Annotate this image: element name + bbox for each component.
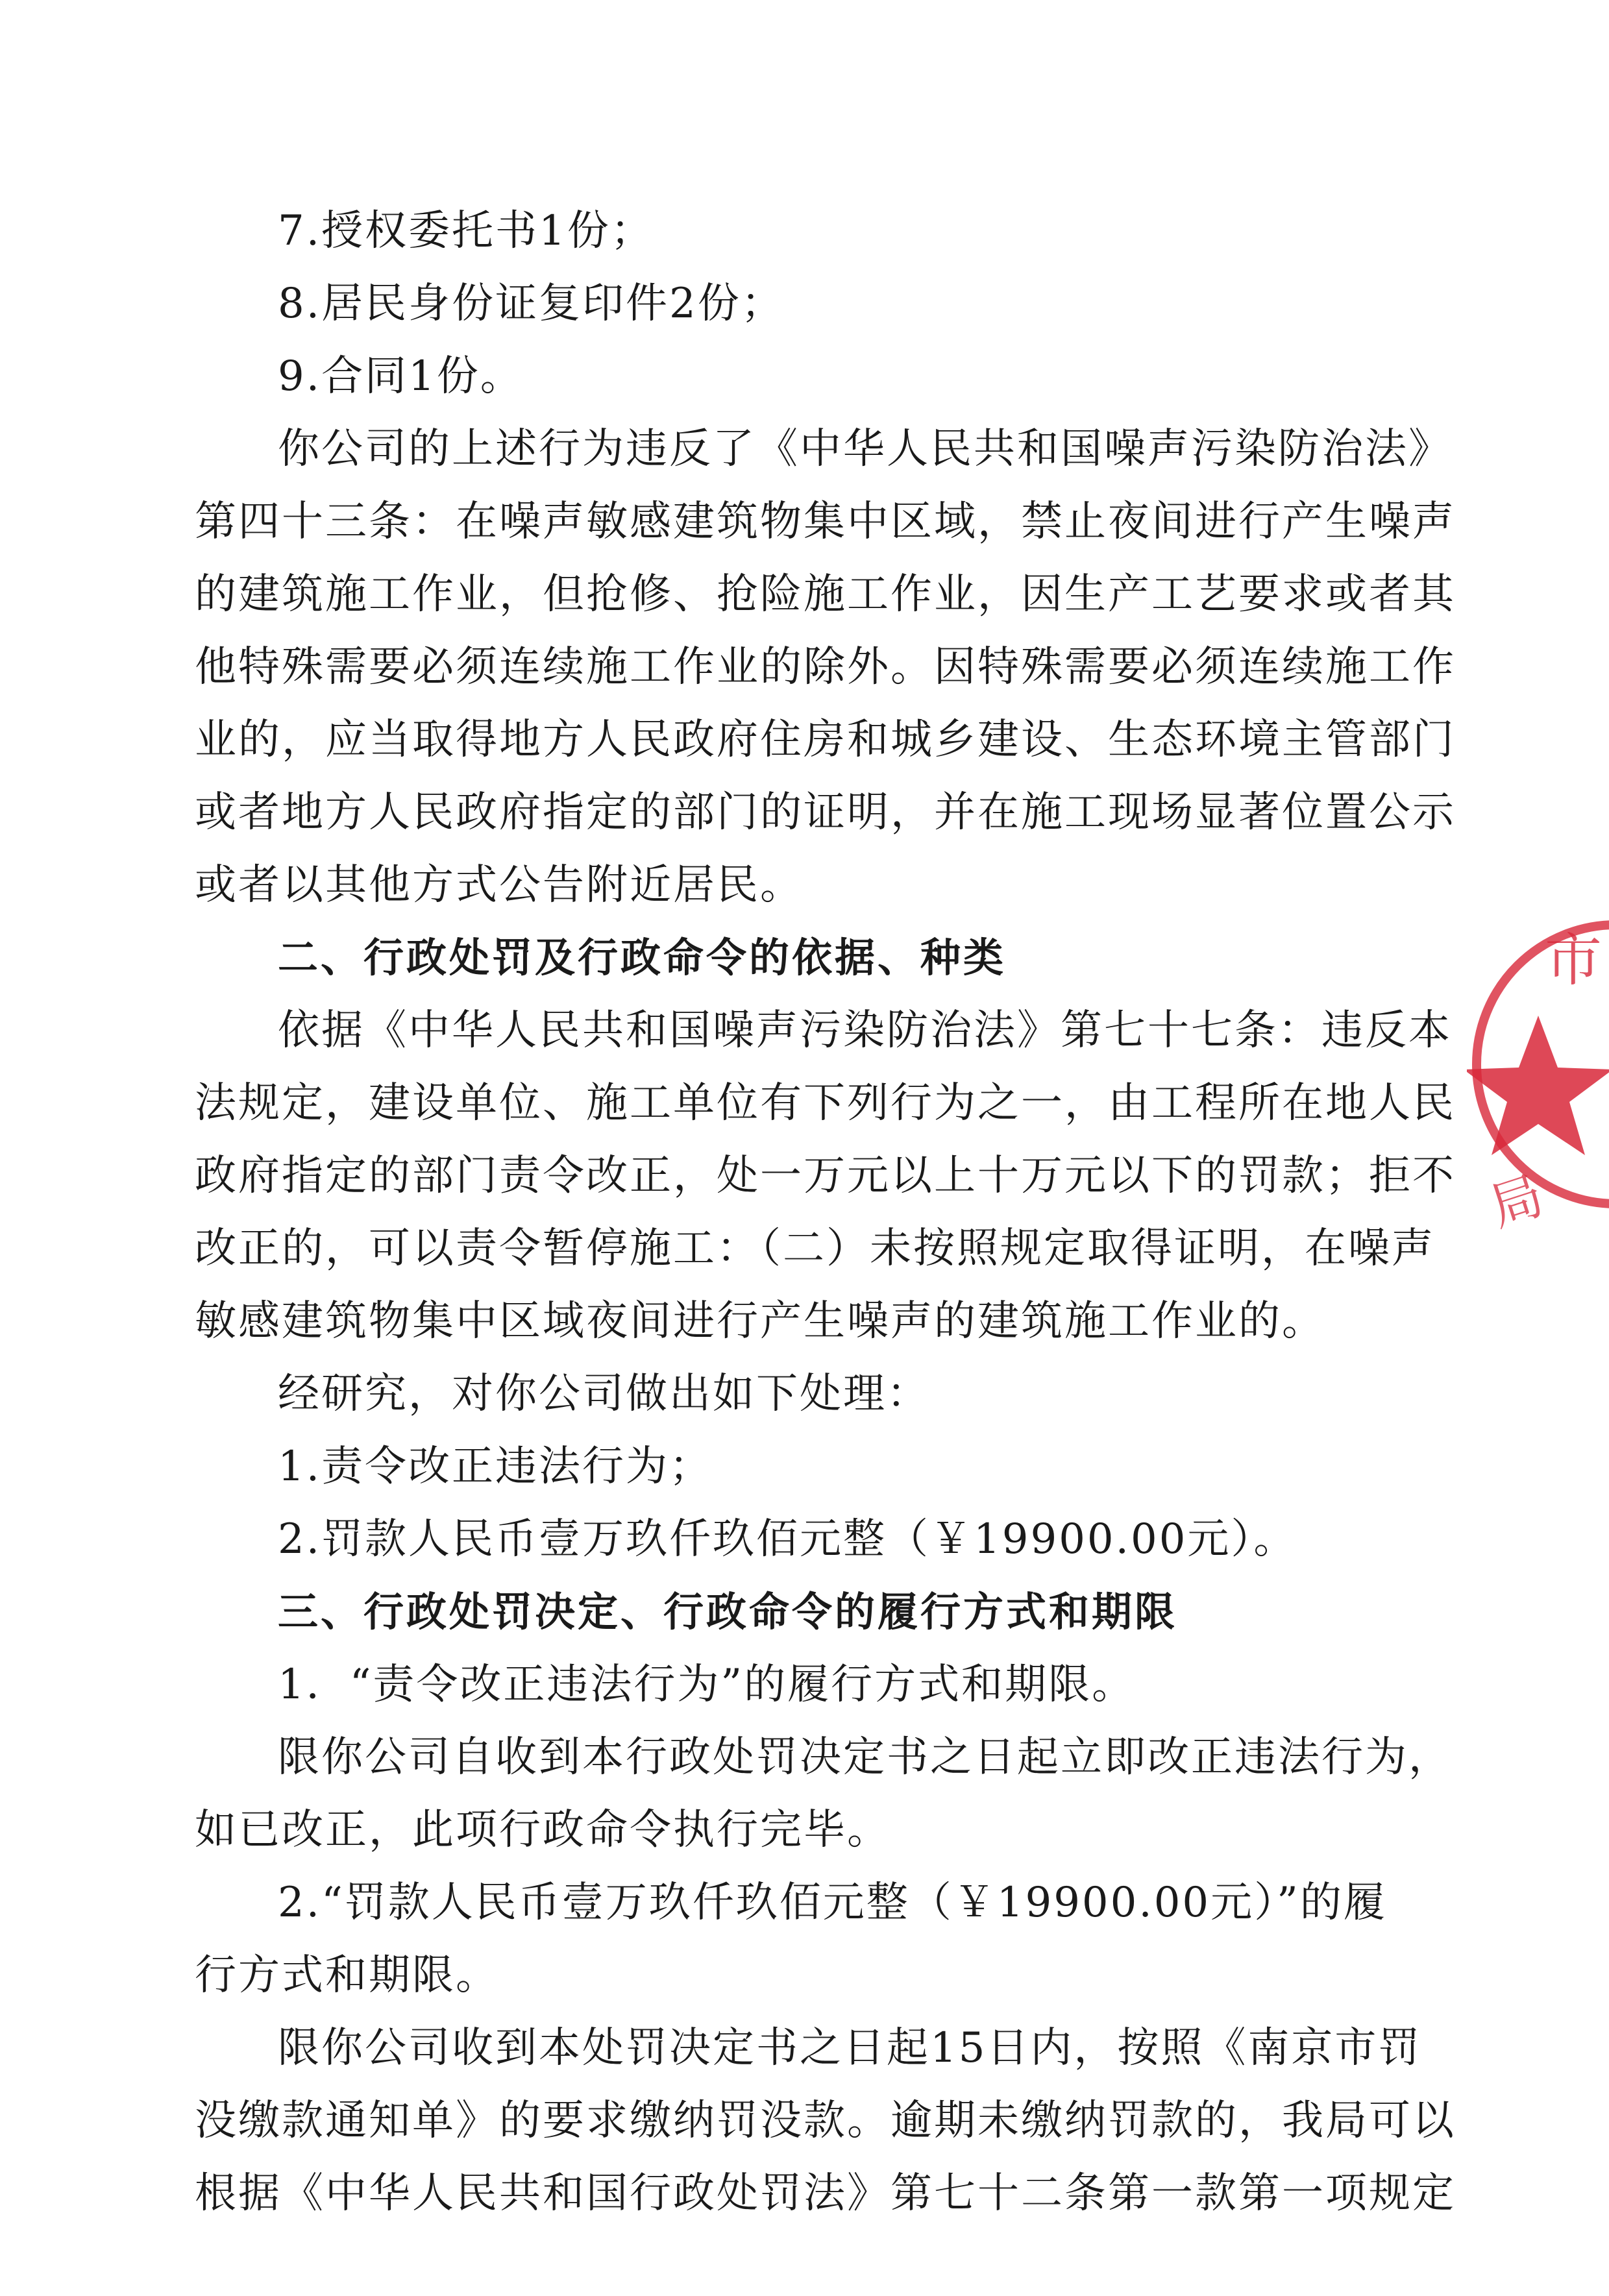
text-line: 敏感建筑物集中区域夜间进行产生噪声的建筑施工作业的。 xyxy=(195,1297,1325,1345)
text-line: 第四十三条：在噪声敏感建筑物集中区域，禁止夜间进行产生噪声 xyxy=(195,498,1456,546)
text-line: 业的，应当取得地方人民政府住房和城乡建设、生态环境主管部门 xyxy=(195,716,1456,764)
text-line: 如已改正，此项行政命令执行完毕。 xyxy=(195,1806,890,1854)
text-line: 没缴款通知单》的要求缴纳罚没款。逾期未缴纳罚款的，我局可以 xyxy=(195,2097,1456,2145)
text-line: 依据《中华人民共和国噪声污染防治法》第七十七条：违反本 xyxy=(278,1007,1452,1055)
star-icon xyxy=(1467,1016,1609,1155)
text-line: 2.“罚款人民币壹万玖仟玖佰元整（￥19900.00元）”的履 xyxy=(278,1879,1387,1927)
text-line: 或者以其他方式公告附近居民。 xyxy=(195,861,804,909)
text-line: 行方式和期限。 xyxy=(195,1951,499,1999)
text-line: 改正的，可以责令暂停施工：（二）未按照规定取得证明，在噪声 xyxy=(195,1225,1435,1273)
text-line: 7.授权委托书1份； xyxy=(278,207,654,255)
text-line: 的建筑施工作业，但抢修、抢险施工作业，因生产工艺要求或者其 xyxy=(195,570,1456,618)
text-line: 法规定，建设单位、施工单位有下列行为之一，由工程所在地人民 xyxy=(195,1079,1456,1127)
official-seal xyxy=(1467,883,1609,1246)
text-line: 或者地方人民政府指定的部门的证明，并在施工现场显著位置公示 xyxy=(195,788,1456,837)
section-heading: 二、行政处罚及行政命令的依据、种类 xyxy=(278,934,1007,981)
text-line: 8.居民身份证复印件2份； xyxy=(278,280,785,328)
text-line: 1．“责令改正违法行为”的履行方式和期限。 xyxy=(278,1661,1136,1709)
text-line: 限你公司收到本处罚决定书之日起15日内，按照《南京市罚 xyxy=(278,2024,1422,2072)
text-line: 限你公司自收到本行政处罚决定书之日起立即改正违法行为， xyxy=(278,1733,1452,1781)
text-line: 1.责令改正违法行为； xyxy=(278,1443,713,1491)
document-body xyxy=(195,195,1456,2230)
text-line: 2.罚款人民币壹万玖仟玖佰元整（￥19900.00元）。 xyxy=(278,1515,1297,1563)
text-line: 经研究，对你公司做出如下处理： xyxy=(278,1370,930,1418)
text-line: 你公司的上述行为违反了《中华人民共和国噪声污染防治法》 xyxy=(278,425,1452,473)
text-line: 9.合同1份。 xyxy=(278,352,524,400)
seal-text-top: 市 xyxy=(1545,927,1603,994)
text-line: 他特殊需要必须连续施工作业的除外。因特殊需要必须连续施工作 xyxy=(195,643,1456,691)
text-line: 政府指定的部门责令改正，处一万元以上十万元以下的罚款；拒不 xyxy=(195,1152,1456,1200)
text-line: 根据《中华人民共和国行政处罚法》第七十二条第一款第一项规定 xyxy=(195,2169,1456,2217)
section-heading: 三、行政处罚决定、行政命令的履行方式和期限 xyxy=(278,1588,1178,1635)
seal-text-bottom: 局 xyxy=(1482,1164,1551,1238)
